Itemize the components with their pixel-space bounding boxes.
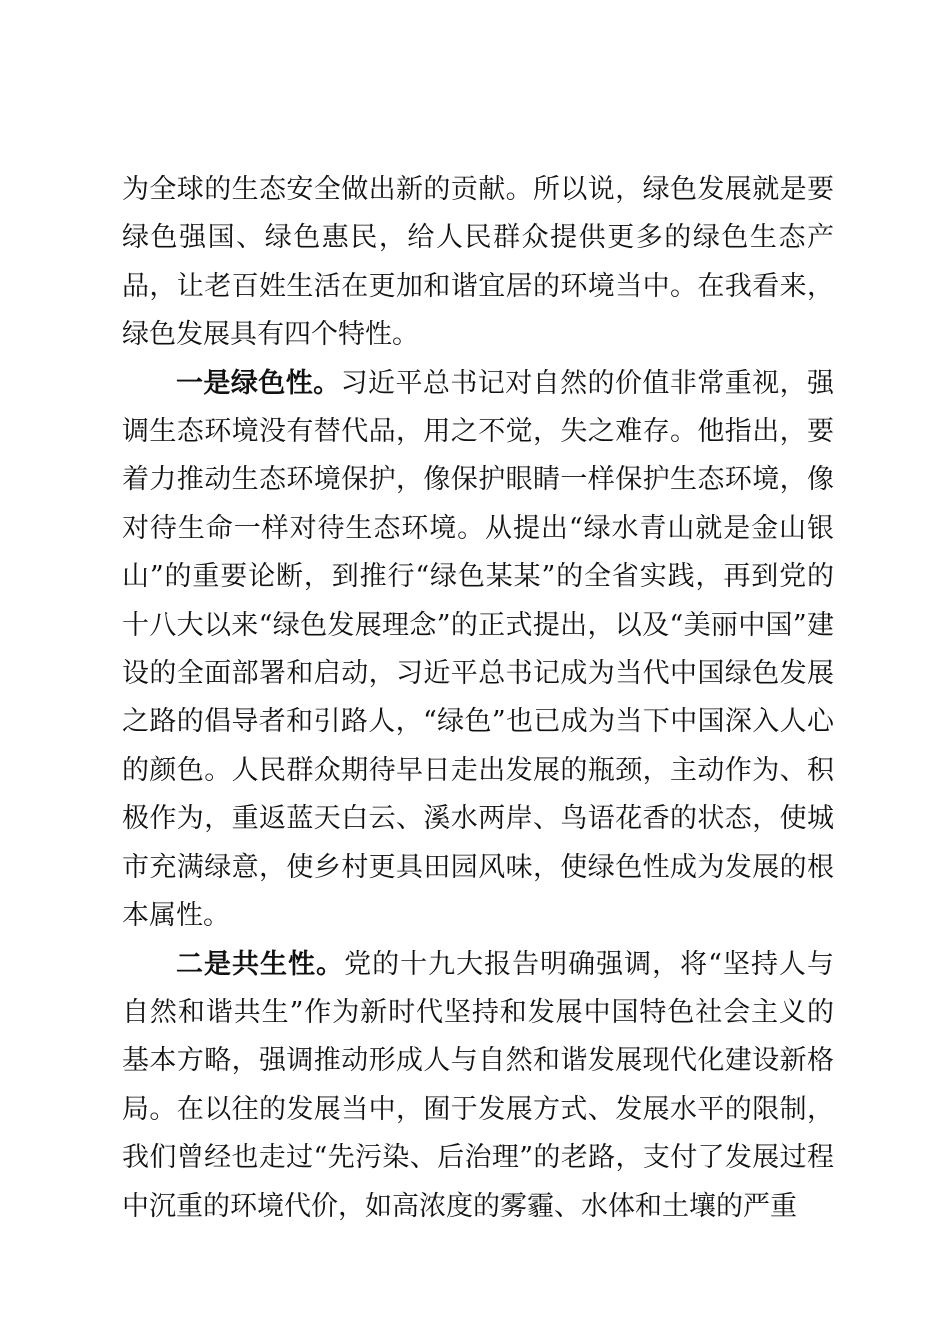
paragraph-1 <box>122 166 834 360</box>
paragraph-2-text: 习近平总书记对自然的价值非常重视，强调生态环境没有替代品，用之不觉，失之难存。他指出，要着力推动生态环境保护，像保护眼睛一样保护生态环境，像对待生命一样对待生态环境。从提出“绿水青山就是金山银山”的重要论断，到推行“绿色某某”的全省实践，再到党的十八大以来“绿色发展理念”的正式提出，以及“美丽中国”建设的全面部署和启动，习近平总书记成为当代中国绿色发展之路的倡导者和引路人，“绿色”也已成为当下中国深入人心的颜色。人民群众期待早日走出发展的瓶颈，主动作为、积极作为，重返蓝天白云、溪水两岸、鸟语花香的状态，使城市充满绿意，使乡村更具田园风味，使绿色性成为发展的根本属性。 <box>122 367 834 932</box>
paragraph-2 <box>122 360 834 941</box>
paragraph-3-lead: 二是共生性。 <box>176 948 345 980</box>
paragraph-3 <box>122 941 834 1231</box>
document-body <box>122 166 834 1231</box>
paragraph-2-lead: 一是绿色性。 <box>176 367 341 399</box>
paragraph-3-text: 党的十九大报告明确强调，将“坚持人与自然和谐共生”作为新时代坚持和发展中国特色社会主义的基本方略，强调推动形成人与自然和谐发展现代化建设新格局。在以往的发展当中，囿于发展方式、发展水平的限制，我们曾经也走过“先污染、后治理”的老路，支付了发展过程中沉重的环境代价，如高浓度的雾霾、水体和土壤的严重 <box>122 948 835 1222</box>
paragraph-1-text: 为全球的生态安全做出新的贡献。所以说，绿色发展就是要绿色强国、绿色惠民，给人民群众提供更多的绿色生态产品，让老百姓生活在更加和谐宜居的环境当中。在我看来，绿色发展具有四个特性。 <box>122 174 834 351</box>
